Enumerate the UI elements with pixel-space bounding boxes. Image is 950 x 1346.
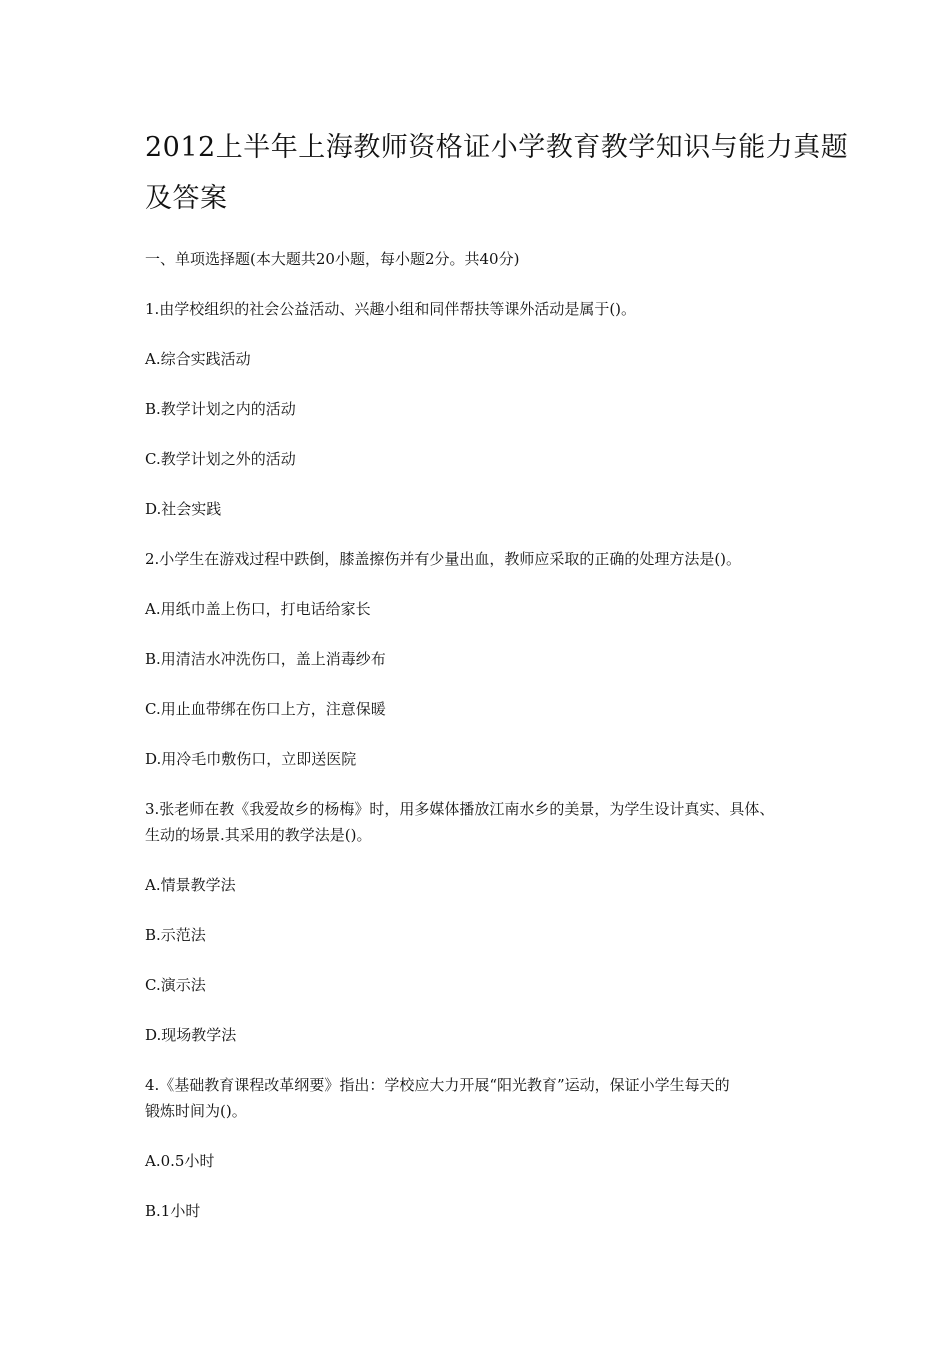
question-1-stem: 1.由学校组织的社会公益活动、兴趣小组和同伴帮扶等课外活动是属于()。 [145,300,637,318]
question-2-option-b: B.用清洁水冲洗伤口，盖上消毒纱布 [145,650,386,668]
section-heading: 一、单项选择题(本大题共20小题，每小题2分。共40分) [145,250,520,268]
question-1-option-d: D.社会实践 [145,500,222,518]
question-1-option-b: B.教学计划之内的活动 [145,400,296,418]
question-2-option-a: A.用纸巾盖上伤口，打电话给家长 [145,600,371,618]
question-4-stem-line-2: 锻炼时间为()。 [145,1102,247,1120]
question-2-option-d: D.用冷毛巾敷伤口，立即送医院 [145,750,357,768]
question-3-stem-line-1: 3.张老师在教《我爱故乡的杨梅》时，用多媒体播放江南水乡的美景，为学生设计真实、具体、 [145,800,775,818]
question-3-option-c: C.演示法 [145,976,206,994]
question-2-option-c: C.用止血带绑在伤口上方，注意保暖 [145,700,386,718]
document-title-line-2: 及答案 [145,183,228,214]
question-4-option-a: A.0.5小时 [145,1152,215,1170]
document-title-line-1: 2012上半年上海教师资格证小学教育教学知识与能力真题 [145,132,849,163]
question-1-option-a: A.综合实践活动 [145,350,251,368]
question-3-stem-line-2: 生动的场景.其采用的教学法是()。 [145,826,372,844]
question-3-option-a: A.情景教学法 [145,876,236,894]
question-4-stem-line-1: 4.《基础教育课程改革纲要》指出：学校应大力开展“阳光教育”运动，保证小学生每天的 [145,1076,730,1094]
question-3-option-d: D.现场教学法 [145,1026,237,1044]
question-4-option-b: B.1小时 [145,1202,201,1220]
question-1-option-c: C.教学计划之外的活动 [145,450,296,468]
question-3-option-b: B.示范法 [145,926,206,944]
question-2-stem: 2.小学生在游戏过程中跌倒，膝盖擦伤并有少量出血，教师应采取的正确的处理方法是()。 [145,550,742,568]
